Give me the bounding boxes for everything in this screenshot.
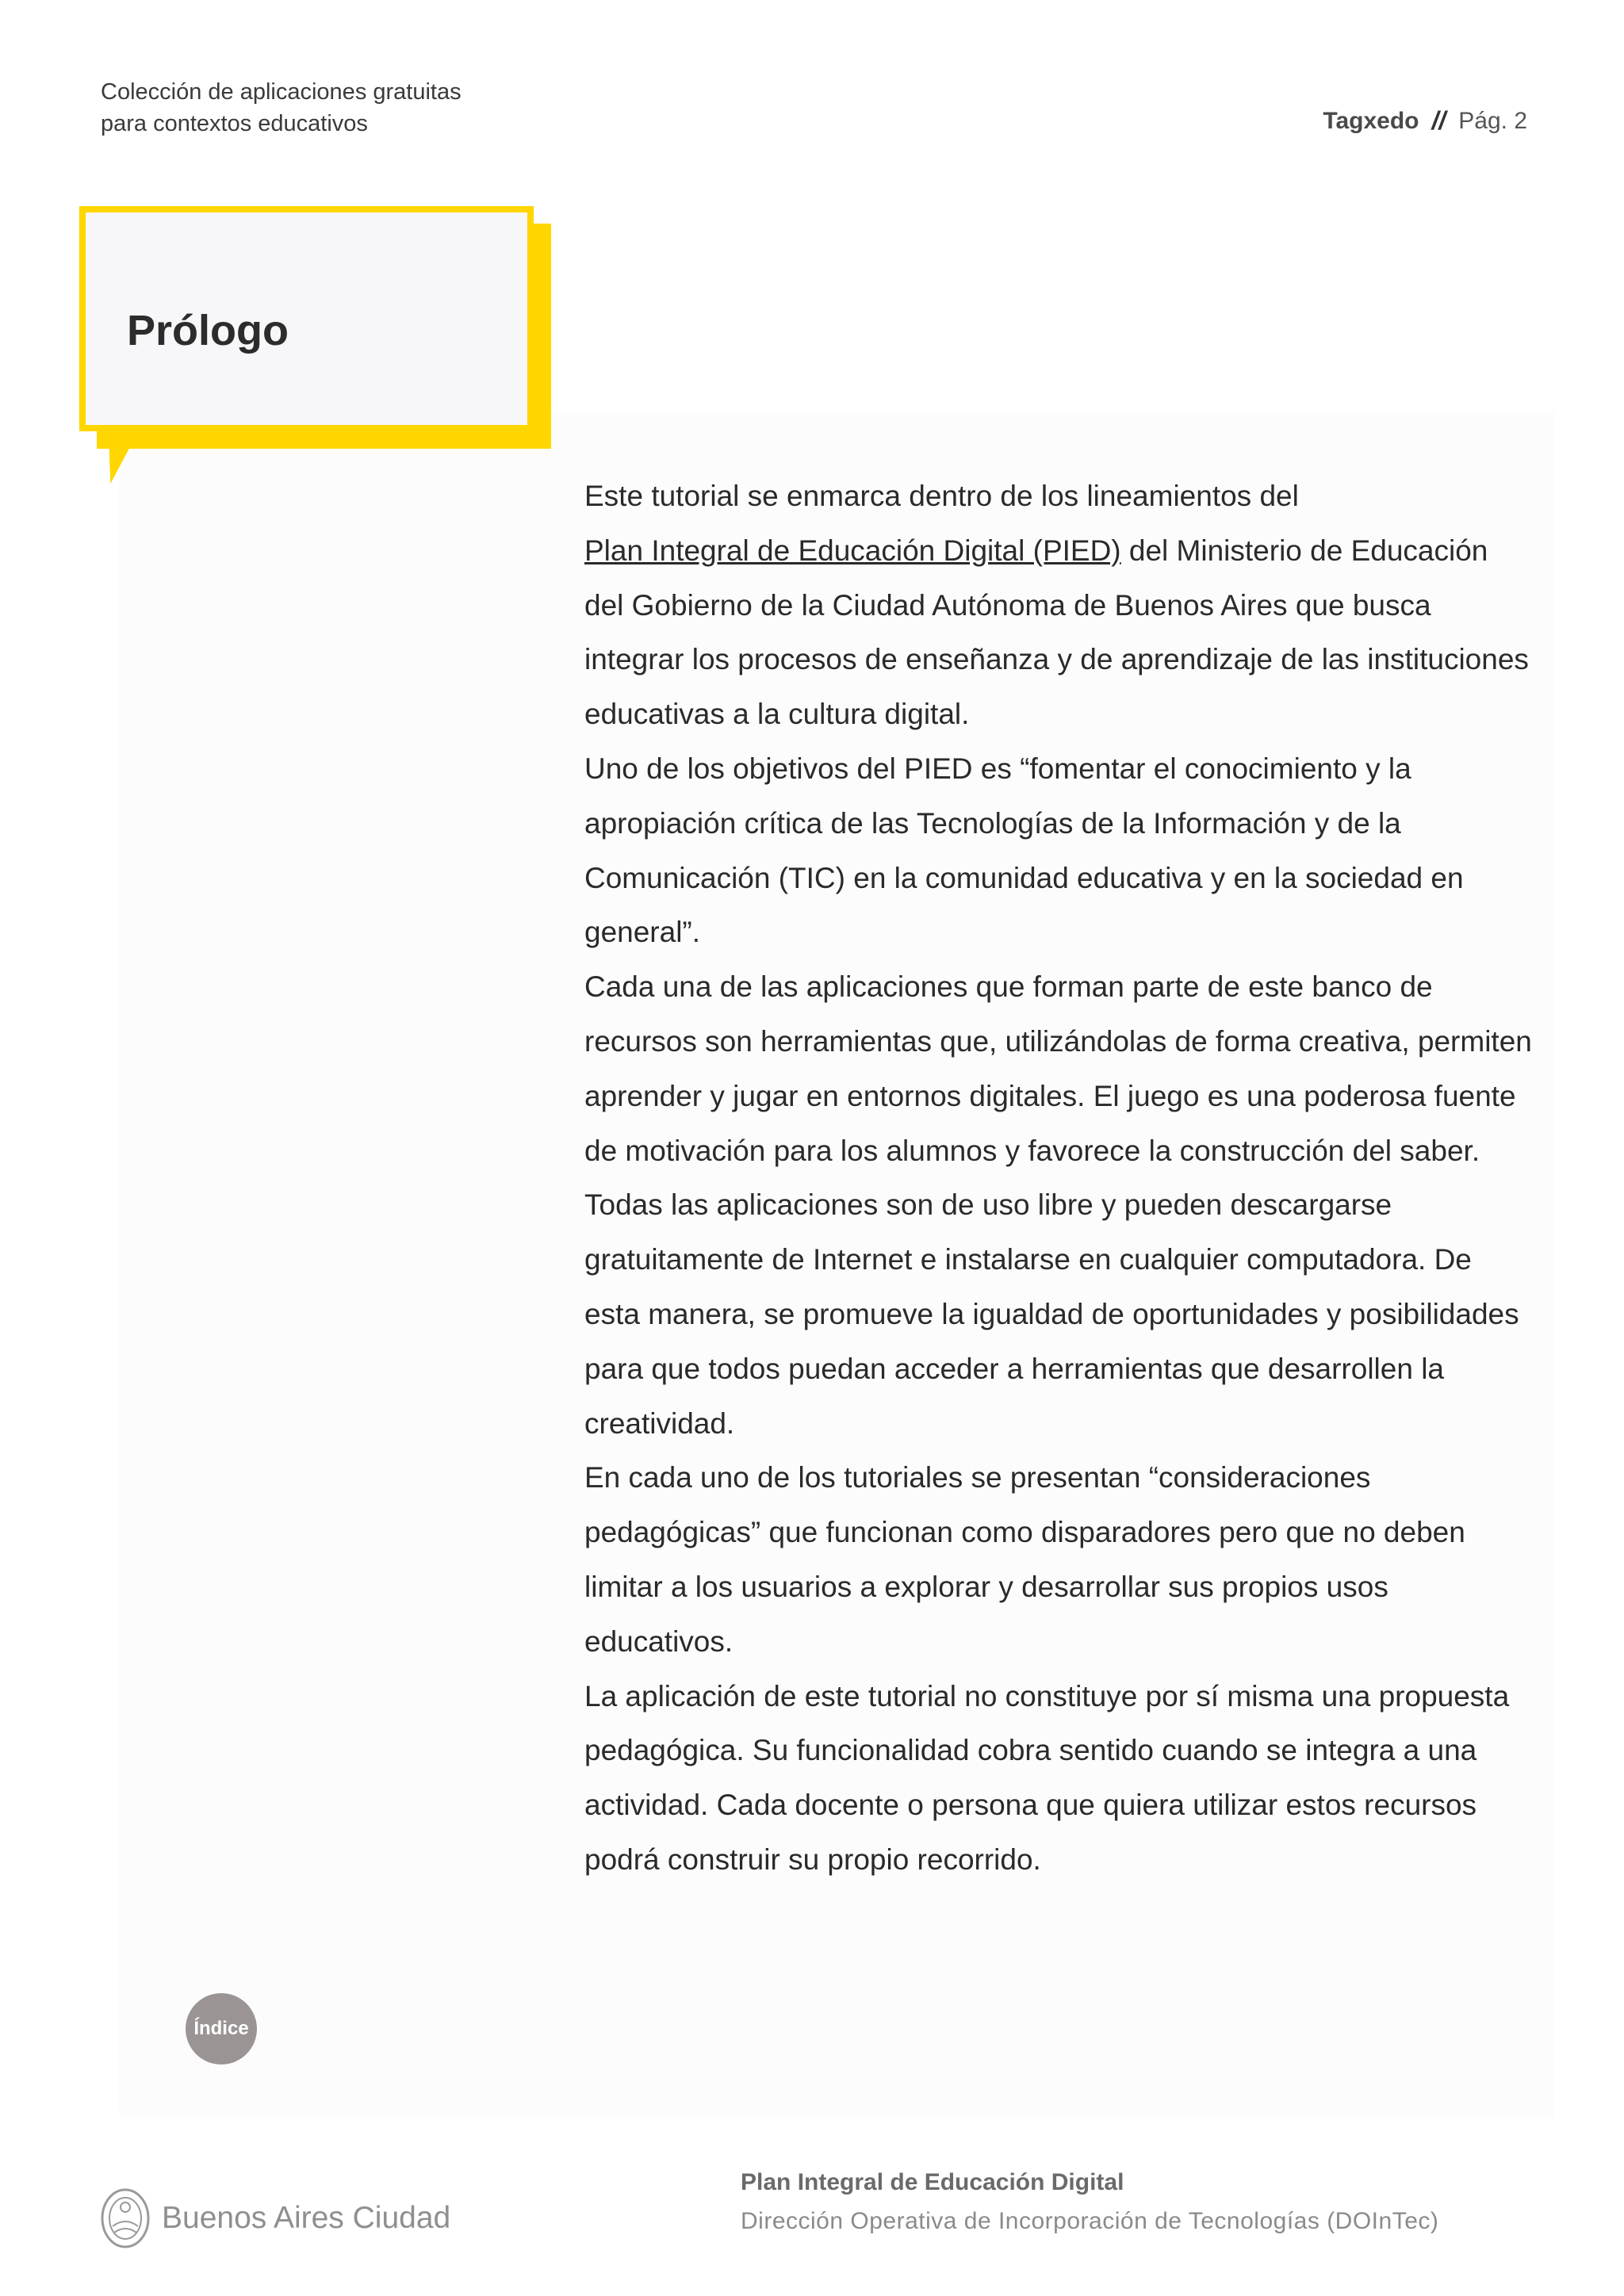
paragraph-1-intro: Este tutorial se enmarca dentro de los lineamientos del xyxy=(584,480,1299,512)
footer-credits xyxy=(741,2163,1438,2241)
section-title-box xyxy=(79,206,534,431)
page-number: Pág. 2 xyxy=(1458,107,1527,134)
footer-logo xyxy=(100,2187,450,2250)
paragraph-3: Cada una de las aplicaciones que forman parte de este banco de recursos son herramientas que, utilizándolas de forma creativa, permiten aprender y jugar en entornos digitales. El juego es una poderosa fuente de motivación para los alumnos y favorece la construcción del saber. Todas las aplicaciones son de uso libre y pueden descargarse gratuitamente de Internet e instalarse en cualquier computadora. De esta manera, se promueve la igualdad de oportunidades y posibilidades para que todos puedan acceder a herramientas que desarrollen la creatividad. xyxy=(584,970,1532,1440)
paragraph-2: Uno de los objetivos del PIED es “fomentar el conocimiento y la apropiación crítica de las Tecnologías de la Información y de la Comunicación (TIC) en la comunidad educativa y en la sociedad en general”. xyxy=(584,752,1464,949)
collection-line-1: Colección de aplicaciones gratuitas xyxy=(101,79,462,105)
header-separator: // xyxy=(1431,106,1446,135)
paragraph-4: En cada uno de los tutoriales se presentan “consideraciones pedagógicas” que funcionan como disparadores pero que no deben limitar a los usuarios a explorar y desarrollar sus propios usos educativos. xyxy=(584,1461,1465,1658)
app-name: Tagxedo xyxy=(1323,107,1419,134)
index-button-label: Índice xyxy=(193,2018,249,2039)
pied-link[interactable]: Plan Integral de Educación Digital (PIED) xyxy=(584,534,1121,567)
page-header-meta xyxy=(1323,106,1527,136)
collection-line-2: para contextos educativos xyxy=(101,111,368,136)
paragraph-5: La aplicación de este tutorial no constituye por sí misma una propuesta pedagógica. Su funcionalidad cobra sentido cuando se integra a una actividad. Cada docente o persona que quiera utilizar estos recursos podrá construir su propio recorrido. xyxy=(584,1679,1510,1876)
paragraph-1-rest: del Ministerio de Educación del Gobierno de la Ciudad Autónoma de Buenos Aires que busca integrar los procesos de enseñanza y de aprendizaje de las instituciones educativas a la cultura digital. xyxy=(584,534,1529,731)
city-seal-icon xyxy=(100,2187,151,2250)
index-button[interactable] xyxy=(186,1993,257,2064)
collection-title xyxy=(101,76,462,140)
paragraph-1 xyxy=(584,469,1532,742)
brand-name: Buenos Aires Ciudad xyxy=(162,2201,451,2235)
section-title: Prólogo xyxy=(127,307,289,354)
prologue-body xyxy=(584,469,1532,1888)
footer-department: Dirección Operativa de Incorporación de Tecnologías (DOInTec) xyxy=(741,2208,1439,2234)
footer-plan: Plan Integral de Educación Digital xyxy=(741,2169,1124,2195)
